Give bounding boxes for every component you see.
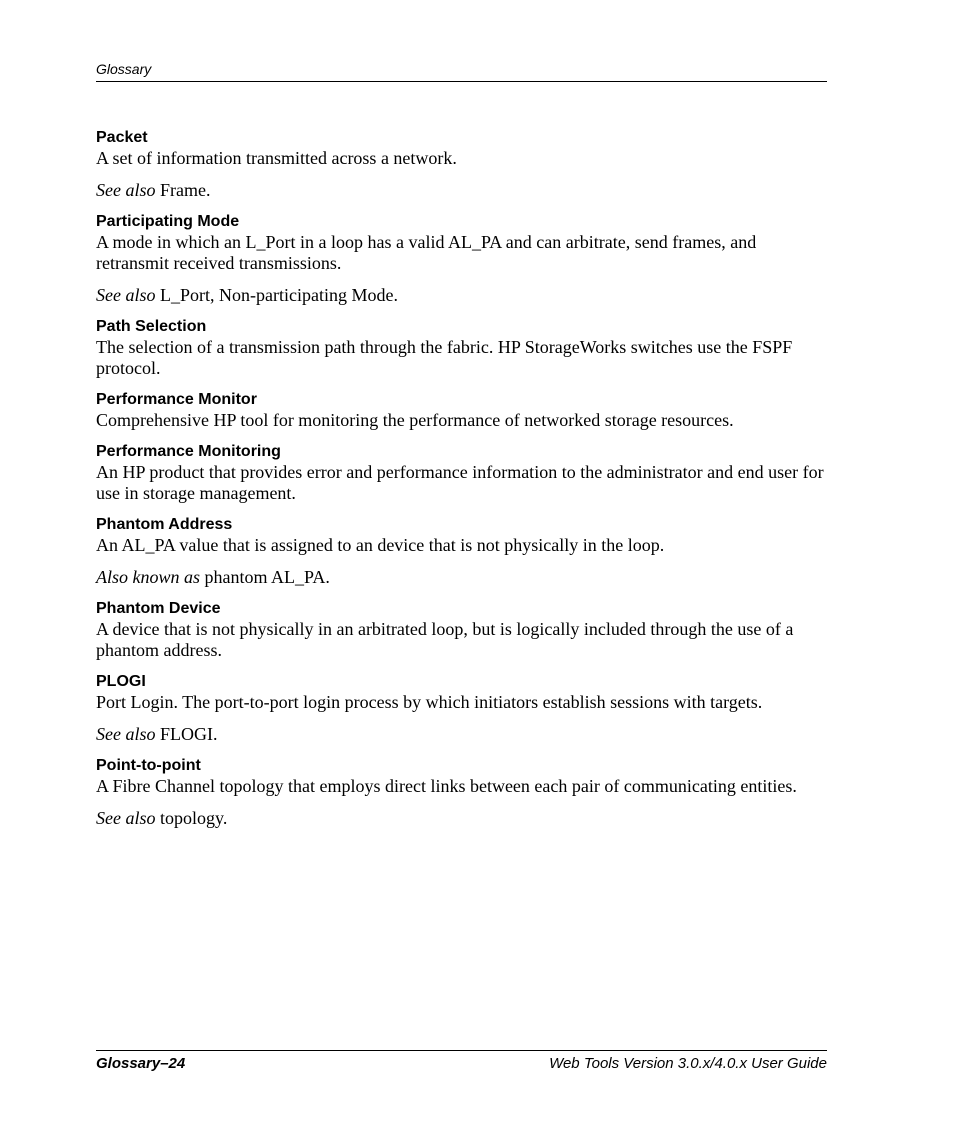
glossary-term: Phantom Address xyxy=(96,516,233,533)
running-header xyxy=(96,60,827,82)
glossary-definition: Port Login. The port-to-port login process by which initiators establish sessions with targets. xyxy=(96,692,763,712)
glossary-entry-performance-monitor xyxy=(96,390,827,431)
glossary-definition: The selection of a transmission path through the fabric. HP StorageWorks switches use the FSPF protocol. xyxy=(96,337,793,378)
glossary-term: Packet xyxy=(96,129,148,146)
glossary-definition: A set of information transmitted across a network. xyxy=(96,148,457,168)
glossary-term: PLOGI xyxy=(96,673,146,690)
cross-reference-lead: See also xyxy=(96,285,156,305)
cross-reference-lead: See also xyxy=(96,724,156,744)
glossary-definition: A mode in which an L_Port in a loop has a valid AL_PA and can arbitrate, send frames, and retransmit received transmissions. xyxy=(96,232,757,273)
running-footer xyxy=(96,1050,827,1073)
glossary-cross-reference xyxy=(96,285,827,306)
glossary-term: Performance Monitoring xyxy=(96,443,281,460)
glossary-term: Participating Mode xyxy=(96,213,240,230)
glossary-entry-participating-mode xyxy=(96,212,827,306)
glossary-cross-reference xyxy=(96,724,827,745)
glossary-definition: An HP product that provides error and performance information to the administrator and end user for use in storage management. xyxy=(96,462,824,503)
glossary-cross-reference xyxy=(96,567,827,588)
cross-reference-lead: See also xyxy=(96,808,156,828)
glossary-term: Performance Monitor xyxy=(96,391,257,408)
glossary-entries xyxy=(96,128,827,840)
cross-reference-text: FLOGI. xyxy=(155,724,218,744)
glossary-entry-point-to-point xyxy=(96,756,827,829)
glossary-term: Point-to-point xyxy=(96,757,201,774)
cross-reference-text: topology. xyxy=(155,808,228,828)
cross-reference-text: phantom AL_PA. xyxy=(200,567,330,587)
glossary-entry-plogi xyxy=(96,672,827,745)
cross-reference-lead: Also known as xyxy=(96,567,201,587)
glossary-definition: A Fibre Channel topology that employs direct links between each pair of communicating entities. xyxy=(96,776,797,796)
header-section-title: Glossary xyxy=(96,61,152,77)
cross-reference-text: L_Port, Non-participating Mode. xyxy=(155,285,398,305)
glossary-term: Path Selection xyxy=(96,318,207,335)
glossary-definition: An AL_PA value that is assigned to an device that is not physically in the loop. xyxy=(96,535,665,555)
cross-reference-text: Frame. xyxy=(155,180,211,200)
cross-reference-lead: See also xyxy=(96,180,156,200)
glossary-entry-path-selection xyxy=(96,317,827,379)
glossary-entry-performance-monitoring xyxy=(96,442,827,504)
glossary-cross-reference xyxy=(96,180,827,201)
glossary-term: Phantom Device xyxy=(96,600,221,617)
glossary-entry-phantom-device xyxy=(96,599,827,661)
glossary-cross-reference xyxy=(96,808,827,829)
glossary-entry-packet xyxy=(96,128,827,201)
glossary-definition: Comprehensive HP tool for monitoring the performance of networked storage resources. xyxy=(96,410,734,430)
glossary-definition: A device that is not physically in an arbitrated loop, but is logically included through the use of a phantom address. xyxy=(96,619,794,660)
document-title: Web Tools Version 3.0.x/4.0.x User Guide xyxy=(549,1055,827,1072)
glossary-entry-phantom-address xyxy=(96,515,827,588)
page-number: Glossary–24 xyxy=(96,1055,186,1072)
document-page xyxy=(96,0,827,1145)
